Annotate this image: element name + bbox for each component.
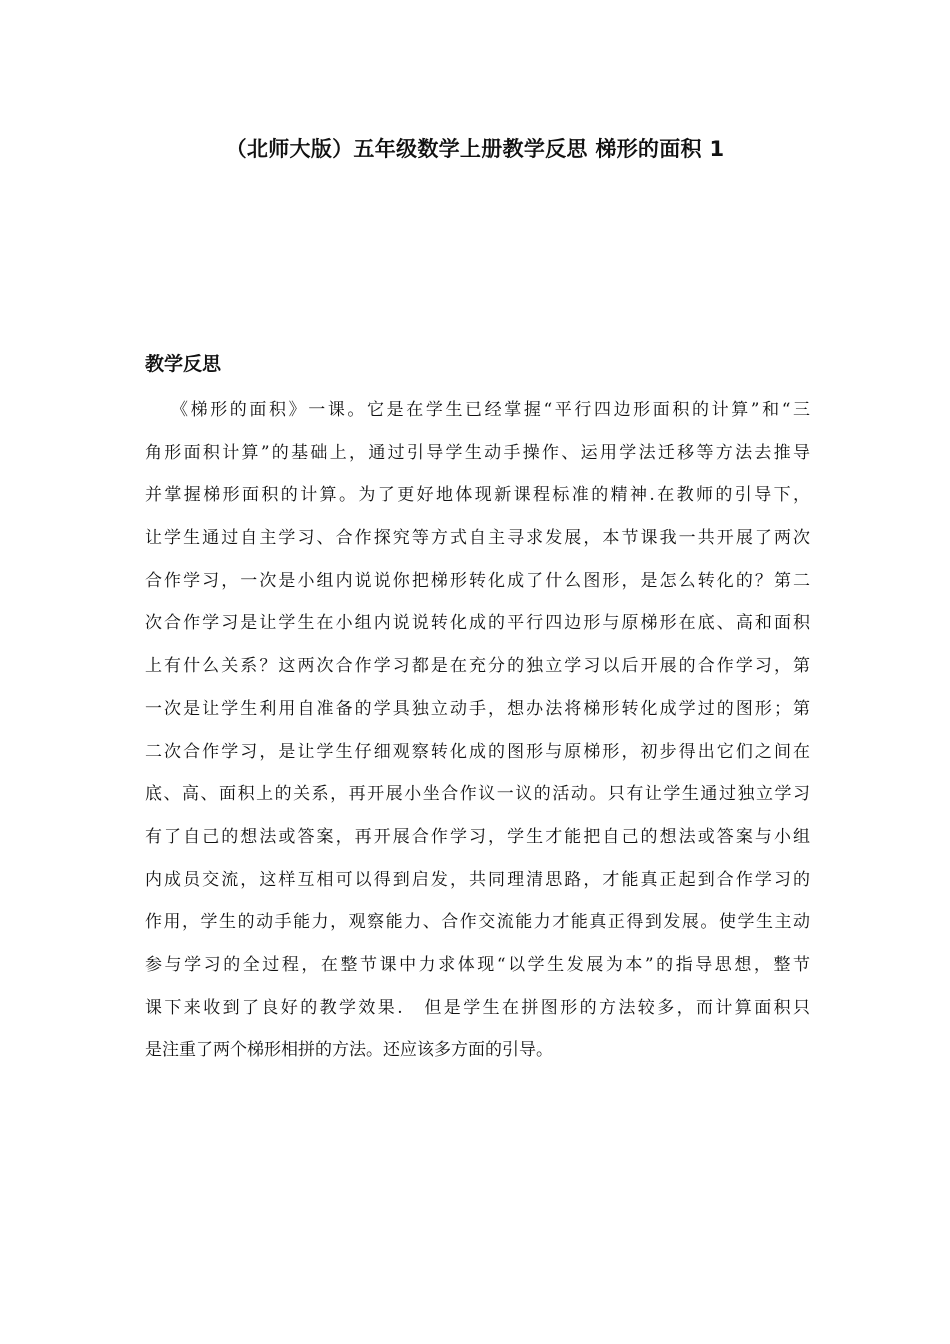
paragraph-line: 上有什么关系？这两次合作学习都是在充分的独立学习以后开展的合作学习，第 — [145, 656, 810, 677]
paragraph-line: 并掌握梯形面积的计算。为了更好地体现新课程标准的精神.在教师的引导下， — [145, 485, 810, 506]
document-title: （北师大版）五年级数学上册教学反思 梯形的面积 1 — [225, 137, 725, 161]
paragraph-line: 让学生通过自主学习、合作探究等方式自主寻求发展，本节课我一共开展了两次 — [145, 528, 810, 549]
paragraph-line: 底、高、面积上的关系，再开展小坐合作议一议的活动。只有让学生通过独立学习 — [145, 784, 810, 805]
paragraph-line: 合作学习，一次是小组内说说你把梯形转化成了什么图形，是怎么转化的？第二 — [145, 570, 810, 591]
paragraph-line: 课下来收到了良好的教学效果. 但是学生在拼图形的方法较多，而计算面积只 — [145, 997, 810, 1018]
section-heading: 教学反思 — [145, 353, 222, 375]
paragraph-line: 角形面积计算”的基础上，通过引导学生动手操作、运用学法迁移等方法去推导 — [145, 442, 810, 463]
paragraph-line: 次合作学习是让学生在小组内说说转化成的平行四边形与原梯形在底、高和面积 — [145, 613, 810, 634]
paragraph-line: 一次是让学生利用自准备的学具独立动手，想办法将梯形转化成学过的图形；第 — [145, 698, 810, 719]
paragraph-line: 有了自己的想法或答案，再开展合作学习，学生才能把自己的想法或答案与小组 — [145, 826, 810, 847]
paragraph-line: 二次合作学习，是让学生仔细观察转化成的图形与原梯形，初步得出它们之间在 — [145, 741, 810, 762]
paragraph-line: 《梯形的面积》一课。它是在学生已经掌握“平行四边形面积的计算”和“三 — [171, 400, 810, 420]
reflection-paragraph — [145, 395, 810, 1078]
paragraph-line: 是注重了两个梯形相拼的方法。还应该多方面的引导。 — [145, 1040, 553, 1061]
paragraph-line: 参与学习的全过程，在整节课中力求体现“以学生发展为本”的指导思想，整节 — [145, 954, 810, 975]
paragraph-line: 内成员交流，这样互相可以得到启发，共同理清思路，才能真正起到合作学习的 — [145, 869, 810, 890]
paragraph-line: 作用，学生的动手能力，观察能力、合作交流能力才能真正得到发展。使学生主动 — [145, 912, 810, 933]
